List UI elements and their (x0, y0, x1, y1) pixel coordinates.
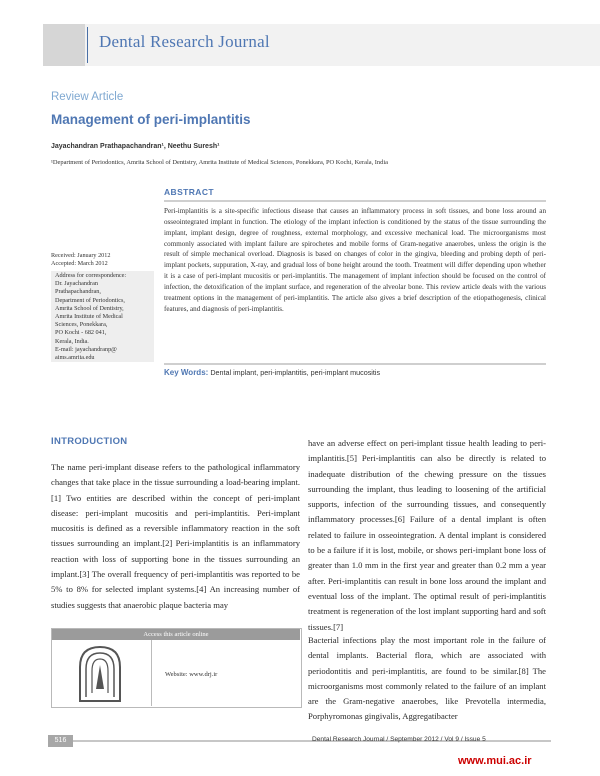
correspondence-email: E-mail: jayachandranp@ (55, 345, 117, 353)
correspondence-line: Sciences, Ponekkara, (55, 321, 108, 329)
watermark-url: www.mui.ac.ir (458, 755, 532, 767)
intro-right-column (308, 436, 546, 635)
authors: Jayachandran Prathapachandran¹, Neethu Suresh¹ (51, 143, 220, 150)
intro-right-column-2 (308, 633, 546, 725)
page-number: 516 (48, 735, 73, 747)
website-link[interactable]: Website: www.drj.ir (165, 671, 218, 678)
abstract-divider (164, 200, 546, 202)
journal-title: Dental Research Journal (99, 32, 270, 51)
keywords-divider (164, 363, 546, 365)
intro-left-column (51, 460, 300, 613)
journal-logo-icon (70, 645, 130, 708)
intro-paragraph: The name peri-implant disease refers to the pathological inflammatory changes that take place in the tissue surrounding a load-bearing implant.[1] Two entities are described within the concept of peri-implant disease: peri-implant mucositis and peri-implantitis. Peri-implant mucositis is defined as a reversible inflammatory reaction in the soft tissues surrounding an implant.[2] Peri-implantitis is an inflammatory reaction with loss of supporting bone in the tissues surrounding an implant.[3] The overall frequency of peri-implantitis was reported to be 5% to 8% for selected implant systems.[4] An increasing number of studies suggests that anaerobic plaque bacteria may (51, 462, 300, 610)
affiliation: ¹Department of Periodontics, Amrita School of Dentistry, Amrita Institute of Medical Sciences, Ponekkara, PO Kochi, Kerala, India (51, 159, 388, 166)
article-title: Management of peri-implantitis (51, 112, 251, 127)
keywords-label: Key Words: (164, 368, 209, 377)
introduction-heading: INTRODUCTION (51, 436, 128, 447)
keywords (164, 366, 546, 379)
correspondence-line: Prathapachandran, (55, 288, 101, 296)
intro-paragraph: Bacterial infections play the most important role in the failure of dental implants. Bacterial flora, which are associated with periodontitis and peri-implantitis, are found to be similar.[8] The microorganisms most commonly related to the failure of an implant are the Gram-negative anaerobes, like Prevotella intermedia, Porphyromonas gingivalis, Aggregatibacter (308, 635, 546, 722)
correspondence-line: Kerala, India. (55, 337, 89, 345)
article-type: Review Article (51, 91, 124, 103)
correspondence-line: PO Kochi - 682 041, (55, 329, 107, 337)
correspondence-email: aims.amrita.edu (55, 354, 95, 362)
correspondence-heading: Address for correspondence: (55, 272, 127, 279)
received-date: Received: January 2012 (51, 252, 111, 259)
access-online-heading: Access this article online (52, 629, 300, 640)
keywords-text: Dental implant, peri-implantitis, peri-implant mucositis (210, 368, 381, 377)
intro-paragraph: have an adverse effect on peri-implant tissue health leading to peri-implantitis.[5] Peri-implantitis can also be directly is related to inadequate distribution of the chewing pressure on the tissues surrounding the implant, thus leading to loosening of the artificial supports, infection of the surrounding tissues, and consequently inflammatory processes.[6] Failure of a dental implant is often related to failure in osseointegration. A dental implant is considered to be a failure if it is lost, mobile, or shows peri-implant bone loss of greater than 1.0 mm in the first year and greater than 0.2 mm a year after. Peri-implantitis can result in bone loss around the implant and eventual loss of the implant. The optimal result of peri-implantitis treatment is regeneration of the lost implant supporting hard and soft tissues.[7] (308, 438, 546, 632)
journal-header-accent (43, 24, 85, 66)
correspondence-line: Amrita School of Dentistry, (55, 304, 124, 312)
correspondence-text (55, 272, 154, 362)
correspondence-line: Dr. Jayachandran (55, 280, 98, 288)
access-box-divider (151, 640, 152, 706)
abstract-heading: ABSTRACT (164, 187, 214, 197)
accepted-date: Accepted: March 2012 (51, 260, 108, 267)
correspondence-line: Department of Periodontics, (55, 296, 125, 304)
journal-header-divider (87, 27, 88, 63)
correspondence-line: Amrita Institute of Medical (55, 313, 123, 321)
footer-citation: Dental Research Journal / September 2012 / Vol 9 / Issue 5 (312, 736, 486, 743)
article-dates (51, 252, 110, 268)
abstract-text: Peri-implantitis is a site-specific infectious disease that causes an inflammatory process in soft tissues, and bone loss around an osseointegrated implant in function. The etiology of the implant infection is conditioned by the status of the tissue surrounding the implant, implant design, degree of roughness, external morphology, and excessive mechanical load. The microorganisms most commonly associated with implant failure are spirochetes and mobile forms of Gram-negative anaerobes, unless the origin is the result of simple mechanical overload. Diagnosis is based on changes of color in the gingiva, bleeding and probing depth of peri-implant pockets, suppuration, X-ray, and gradual loss of bone height around the tooth. Treatment will differ depending upon whether it is a case of peri-implant mucositis or peri-implantitis. The management of implant infection should be focused on the control of infection, the detoxification of the implant surface, and regeneration of the alveolar bone. This review article deals with the various treatment options in the management of peri-implantitis. The article also gives a brief description of the etiopathogenesis, clinical features, and diagnosis of peri-implantitis. (164, 207, 546, 313)
